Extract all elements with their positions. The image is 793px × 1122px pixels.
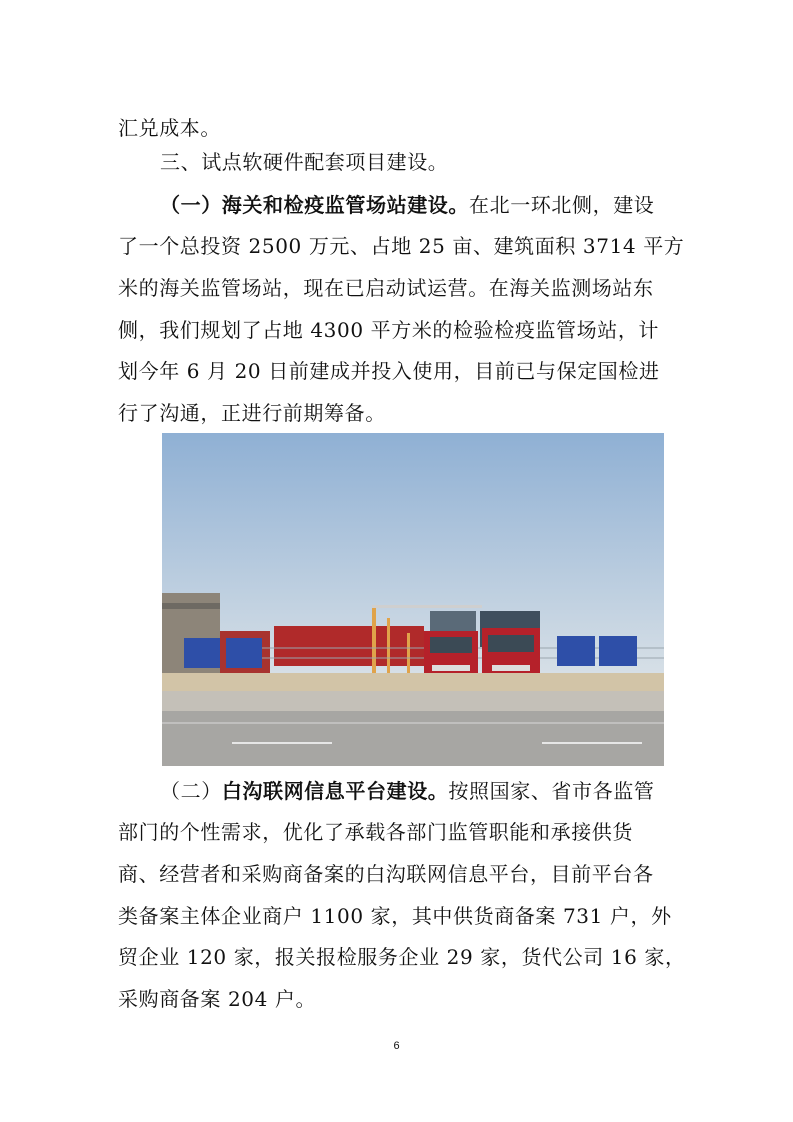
sign-board-right-2 <box>599 636 637 666</box>
body-line: 了一个总投资 2500 万元、占地 25 亩、建筑面积 3714 平方 <box>118 234 685 258</box>
sign-board-left-2 <box>226 638 262 668</box>
customs-station-photo <box>162 433 664 766</box>
body-line: 贸企业 120 家，报关报检服务企业 29 家，货代公司 16 家， <box>118 945 686 969</box>
subsection-1-first-line <box>160 191 654 219</box>
page-number: 6 <box>393 1040 400 1052</box>
body-line: 商、经营者和采购商备案的白沟联网信息平台，目前平台各 <box>118 862 654 886</box>
subsection-1-text: 在北一环北侧，建设 <box>469 193 655 217</box>
body-line: 行了沟通，正进行前期筹备。 <box>118 401 386 425</box>
body-line: 米的海关监管场站，现在已启动试运营。在海关监测场站东 <box>118 276 654 300</box>
subsection-2-title: 白沟联网信息平台建设。 <box>221 779 449 803</box>
subsection-2-prefix: （二） <box>160 779 222 803</box>
sign-board-left-1 <box>184 638 220 668</box>
body-line: 部门的个性需求，优化了承载各部门监管职能和承接供货 <box>118 820 633 844</box>
paragraph-end: 汇兑成本。 <box>118 116 221 140</box>
body-line: 采购商备案 204 户。 <box>118 987 317 1011</box>
sign-board-right-1 <box>557 636 595 666</box>
body-line: 划今年 6 月 20 日前建成并投入使用，目前已与保定国检进 <box>118 359 660 383</box>
subsection-1-title: （一）海关和检疫监管场站建设。 <box>160 193 469 217</box>
body-line: 侧，我们规划了占地 4300 平方米的检验检疫监管场站，计 <box>118 318 660 342</box>
subsection-2-first-line <box>160 777 654 805</box>
section-heading: 三、试点软硬件配套项目建设。 <box>160 150 449 174</box>
body-line: 类备案主体企业商户 1100 家，其中供货商备案 731 户，外 <box>118 904 672 928</box>
subsection-2-text: 按照国家、省市各监管 <box>448 779 655 803</box>
